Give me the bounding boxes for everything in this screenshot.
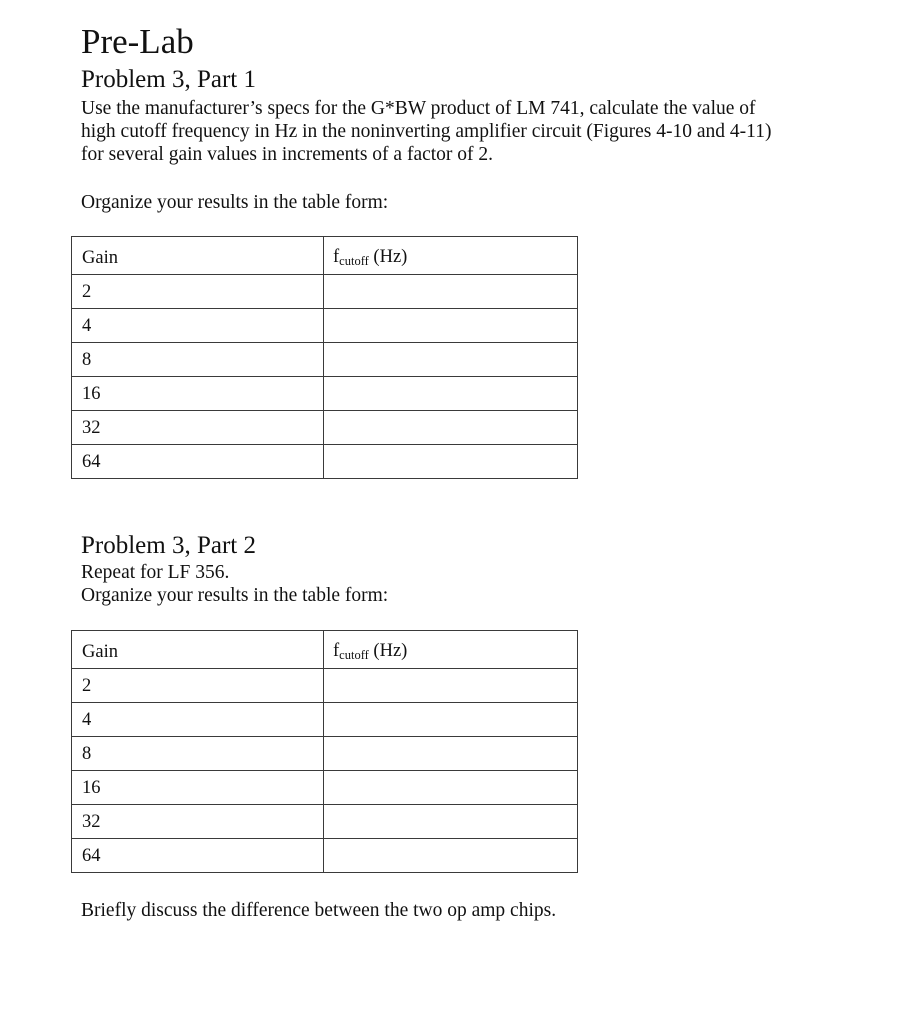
table-row [72, 411, 578, 445]
part1-instruction: Organize your results in the table form: [81, 192, 389, 213]
gain-value: 8 [72, 737, 324, 771]
gain-value: 2 [72, 669, 324, 703]
gain-value: 8 [72, 343, 324, 377]
fcutoff-cell[interactable] [324, 737, 578, 771]
part1-heading: Problem 3, Part 1 [81, 66, 256, 93]
f-subscript: cutoff [339, 648, 369, 662]
gain-value: 32 [72, 411, 324, 445]
gain-value: 4 [72, 703, 324, 737]
fcutoff-cell[interactable] [324, 411, 578, 445]
table-header-row [72, 237, 578, 275]
fcutoff-cell[interactable] [324, 839, 578, 873]
fcutoff-cell[interactable] [324, 377, 578, 411]
gain-value: 16 [72, 377, 324, 411]
table-row [72, 275, 578, 309]
fcutoff-cell[interactable] [324, 669, 578, 703]
fcutoff-cell[interactable] [324, 805, 578, 839]
table-row [72, 805, 578, 839]
f-symbol: f [333, 247, 340, 267]
page-title: Pre-Lab [81, 22, 194, 61]
gain-header: Gain [72, 631, 324, 669]
part1-line-2: high cutoff frequency in Hz in the noninverting amplifier circuit (Figures 4-10 and 4-11) [81, 121, 772, 142]
table-row [72, 703, 578, 737]
table-row [72, 445, 578, 479]
f-symbol: f [333, 641, 340, 661]
fcutoff-cell[interactable] [324, 343, 578, 377]
table-row [72, 343, 578, 377]
table-row [72, 377, 578, 411]
f-subscript: cutoff [339, 254, 369, 268]
gain-header: Gain [72, 237, 324, 275]
gain-value: 16 [72, 771, 324, 805]
table-row [72, 771, 578, 805]
fcutoff-cell[interactable] [324, 771, 578, 805]
part2-line-1: Repeat for LF 356. [81, 562, 230, 583]
gain-value: 32 [72, 805, 324, 839]
part1-line-1: Use the manufacturer’s specs for the G*BW product of LM 741, calculate the value of [81, 98, 756, 119]
fcutoff-cell[interactable] [324, 275, 578, 309]
table-row [72, 737, 578, 771]
part2-line-2: Organize your results in the table form: [81, 585, 389, 606]
gain-value: 64 [72, 839, 324, 873]
part1-line-3: for several gain values in increments of a factor of 2. [81, 144, 494, 165]
part1-results-table [71, 236, 578, 479]
gain-value: 2 [72, 275, 324, 309]
gain-value: 4 [72, 309, 324, 343]
part2-heading: Problem 3, Part 2 [81, 532, 256, 559]
f-unit: (Hz) [368, 641, 408, 661]
fcutoff-cell[interactable] [324, 309, 578, 343]
table-header-row [72, 631, 578, 669]
f-unit: (Hz) [368, 247, 408, 267]
fcutoff-header [324, 237, 578, 275]
table-row [72, 669, 578, 703]
part2-results-table [71, 630, 578, 873]
gain-value: 64 [72, 445, 324, 479]
table-row [72, 309, 578, 343]
fcutoff-cell[interactable] [324, 445, 578, 479]
table-row [72, 839, 578, 873]
closing-prompt: Briefly discuss the difference between the two op amp chips. [81, 900, 557, 921]
fcutoff-cell[interactable] [324, 703, 578, 737]
fcutoff-header [324, 631, 578, 669]
